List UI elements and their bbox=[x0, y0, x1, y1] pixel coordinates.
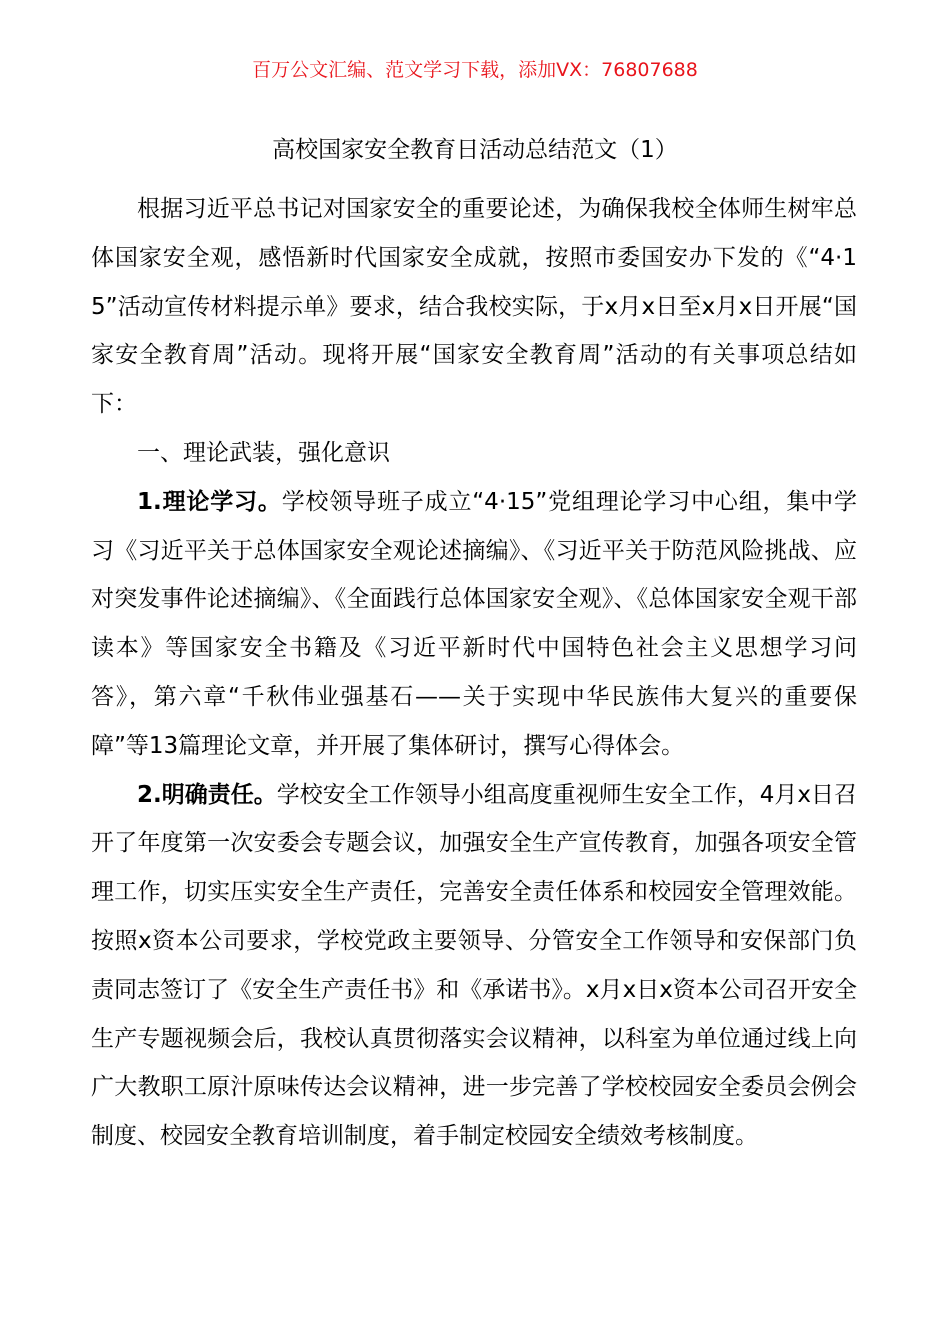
document-title: 高校国家安全教育日活动总结范文（1） bbox=[272, 137, 678, 163]
intro-paragraph: 根据习近平总书记对国家安全的重要论述，为确保我校全体师生树牢总体国家安全观，感悟新时代国家安全成就，按照市委国安办下发的《“4·15”活动宣传材料提示单》要求，结合我校实际，于x月x日至x月x日开展“国家安全教育周”活动。现将开展“国家安全教育周”活动的有关事项总结如下： bbox=[91, 196, 857, 418]
item-theory-study bbox=[91, 478, 857, 771]
item-body: 学校领导班子成立“4·15”党组理论学习中心组，集中学习《习近平关于总体国家安全观论述摘编》、《习近平关于防范风险挑战、应对突发事件论述摘编》、《全面践行总体国家安全观》、《总体国家安全观干部读本》等国家安全书籍及《习近平新时代中国特色社会主义思想学习问答》，第六章“千秋伟业强基石——关于实现中华民族伟大复兴的重要保障”等13篇理论文章，并开展了集体研讨，撰写心得体会。 bbox=[91, 488, 857, 759]
section-heading: 一、理论武装，强化意识 bbox=[137, 439, 390, 466]
item-body: 学校安全工作领导小组高度重视师生安全工作，4月x日召开了年度第一次安委会专题会议，加强安全生产宣传教育，加强各项安全管理工作，切实压实安全生产责任，完善安全责任体系和校园安全管理效能。按照x资本公司要求，学校党政主要领导、分管安全工作领导和安保部门负责同志签订了《安全生产责任书》和《承诺书》。x月x日x资本公司召开安全生产专题视频会后，我校认真贯彻落实会议精神，以科室为单位通过线上向广大教职工原汁原味传达会议精神，进一步完善了学校校园安全委员会例会制度、校园安全教育培训制度，着手制定校园安全绩效考核制度。 bbox=[91, 781, 857, 1150]
item-lead: 1.理论学习。 bbox=[137, 488, 282, 515]
item-clarify-responsibility bbox=[91, 771, 857, 1161]
watermark-header: 百万公文汇编、范文学习下载，添加VX：76807688 bbox=[252, 59, 698, 81]
document-body bbox=[91, 185, 857, 1161]
item-lead: 2.明确责任。 bbox=[137, 781, 277, 808]
